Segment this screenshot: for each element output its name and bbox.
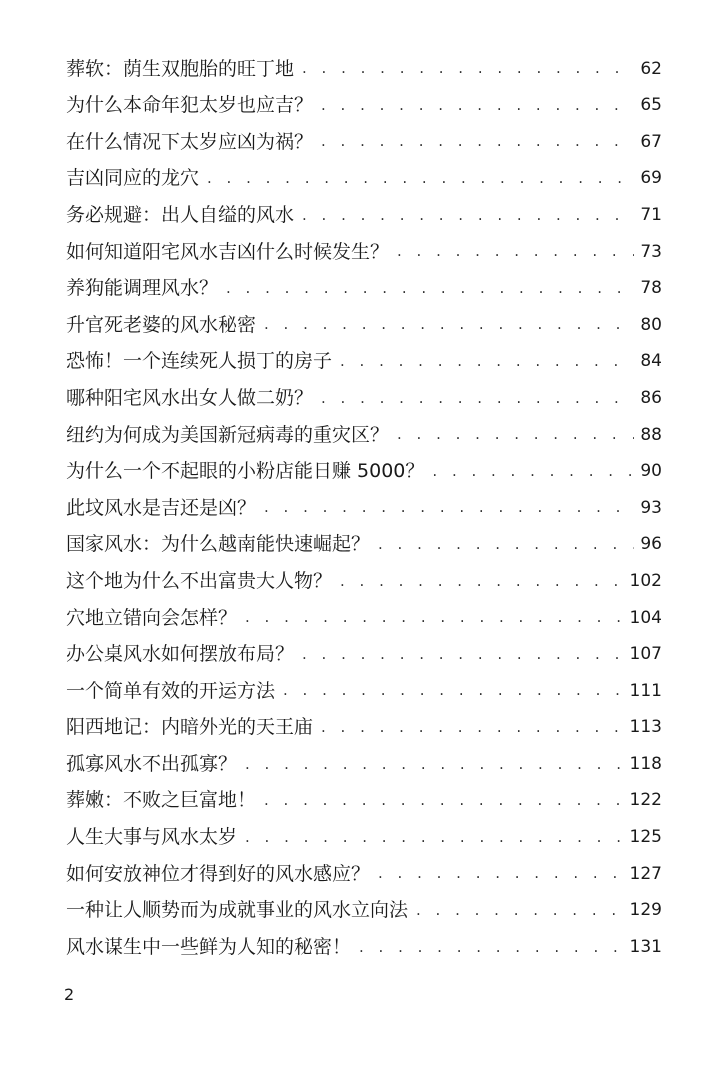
toc-entry-page: 111 [629, 680, 662, 701]
toc-entry-page: 96 [640, 534, 662, 555]
toc-entry-page: 107 [629, 644, 662, 665]
dot-leader [359, 932, 624, 962]
toc-entry[interactable] [66, 709, 662, 746]
toc-entry[interactable] [66, 599, 662, 636]
toc-entry-page: 71 [640, 204, 662, 225]
toc-entry-page: 62 [640, 58, 662, 79]
toc-entry[interactable] [66, 489, 662, 526]
toc-entry-title: 办公桌风水如何摆放布局？ [66, 643, 295, 666]
toc-entry-title: 一个简单有效的开运方法 [66, 679, 276, 702]
toc-entry-title: 孤寡风水不出孤寡？ [66, 752, 238, 775]
toc-entry-title: 葬软：荫生双胞胎的旺丁地 [66, 57, 295, 80]
toc-entry-title: 升官死老婆的风水秘密 [66, 313, 257, 336]
toc-entry-title: 务必规避：出人自缢的风水 [66, 203, 295, 226]
toc-entry-title: 如何知道阳宅风水吉凶什么时候发生？ [66, 240, 390, 263]
toc-entry[interactable] [66, 818, 662, 855]
dot-leader [378, 858, 624, 888]
toc-entry-page: 84 [640, 351, 662, 372]
toc-entry[interactable] [66, 562, 662, 599]
dot-leader [302, 200, 634, 230]
toc-entry-title: 如何安放神位才得到好的风水感应？ [66, 862, 371, 885]
toc-entry[interactable] [66, 636, 662, 673]
toc-entry[interactable] [66, 343, 662, 380]
toc-entry-page: 93 [640, 497, 662, 518]
dot-leader [207, 163, 634, 193]
toc-entry-title: 养狗能调理风水？ [66, 277, 219, 300]
toc-entry[interactable] [66, 745, 662, 782]
toc-entry-page: 102 [629, 570, 662, 591]
toc-entry[interactable] [66, 416, 662, 453]
toc-entry-page: 113 [629, 717, 662, 738]
toc-entry[interactable] [66, 892, 662, 929]
toc-entry-title: 纽约为何成为美国新冠病毒的重灾区？ [66, 423, 390, 446]
table-of-contents [66, 50, 662, 965]
dot-leader [302, 53, 634, 83]
toc-entry-page: 69 [640, 168, 662, 189]
toc-entry-title: 国家风水：为什么越南能快速崛起？ [66, 533, 371, 556]
dot-leader [321, 90, 634, 120]
toc-entry-page: 78 [640, 278, 662, 299]
toc-entry[interactable] [66, 453, 662, 490]
toc-entry-page: 122 [629, 790, 662, 811]
toc-entry-title: 在什么情况下太岁应凶为祸？ [66, 130, 314, 153]
toc-entry[interactable] [66, 306, 662, 343]
toc-entry-title: 为什么本命年犯太岁也应吉？ [66, 94, 314, 117]
page-number: 2 [64, 985, 75, 1004]
toc-entry-title: 葬嫩：不败之巨富地！ [66, 789, 257, 812]
dot-leader [432, 456, 634, 486]
dot-leader [321, 126, 634, 156]
toc-entry[interactable] [66, 526, 662, 563]
toc-entry[interactable] [66, 379, 662, 416]
toc-entry-page: 104 [629, 607, 662, 628]
toc-entry-title: 吉凶同应的龙穴 [66, 167, 200, 190]
toc-entry[interactable] [66, 928, 662, 965]
toc-entry-page: 127 [629, 863, 662, 884]
toc-entry[interactable] [66, 233, 662, 270]
toc-entry-title: 穴地立错向会怎样？ [66, 606, 238, 629]
dot-leader [302, 639, 624, 669]
toc-entry-page: 129 [629, 900, 662, 921]
toc-entry[interactable] [66, 123, 662, 160]
toc-entry-page: 73 [640, 241, 662, 262]
toc-entry-title: 哪种阳宅风水出女人做二奶？ [66, 386, 314, 409]
dot-leader [397, 419, 634, 449]
toc-entry-page: 131 [629, 936, 662, 957]
toc-entry-title: 一种让人顺势而为成就事业的风水立向法 [66, 899, 409, 922]
toc-entry-page: 80 [640, 314, 662, 335]
toc-entry-title: 风水谋生中一些鲜为人知的秘密！ [66, 935, 352, 958]
dot-leader [264, 309, 634, 339]
dot-leader [416, 895, 624, 925]
dot-leader [283, 675, 624, 705]
dot-leader [245, 602, 624, 632]
toc-entry-title: 这个地为什么不出富贵大人物？ [66, 569, 333, 592]
dot-leader [340, 346, 634, 376]
toc-entry[interactable] [66, 87, 662, 124]
toc-entry-page: 67 [640, 131, 662, 152]
dot-leader [340, 566, 624, 596]
toc-entry-page: 90 [640, 461, 662, 482]
dot-leader [397, 236, 634, 266]
toc-entry[interactable] [66, 855, 662, 892]
toc-entry[interactable] [66, 782, 662, 819]
toc-entry[interactable] [66, 270, 662, 307]
toc-entry[interactable] [66, 196, 662, 233]
dot-leader [321, 383, 634, 413]
toc-entry[interactable] [66, 50, 662, 87]
toc-entry-page: 86 [640, 387, 662, 408]
toc-entry[interactable] [66, 672, 662, 709]
dot-leader [264, 492, 634, 522]
toc-entry-page: 88 [640, 424, 662, 445]
toc-entry-page: 118 [629, 753, 662, 774]
toc-entry-title: 人生大事与风水太岁 [66, 826, 238, 849]
dot-leader [245, 822, 624, 852]
dot-leader [226, 273, 634, 303]
dot-leader [321, 712, 624, 742]
dot-leader [264, 785, 624, 815]
toc-entry[interactable] [66, 160, 662, 197]
dot-leader [378, 529, 634, 559]
toc-entry-title: 恐怖！一个连续死人损丁的房子 [66, 350, 333, 373]
toc-entry-page: 125 [629, 827, 662, 848]
toc-entry-title: 此坟风水是吉还是凶？ [66, 496, 257, 519]
toc-entry-title: 阳西地记：内暗外光的天王庙 [66, 716, 314, 739]
toc-entry-title: 为什么一个不起眼的小粉店能日赚 5000？ [66, 460, 425, 483]
toc-entry-page: 65 [640, 95, 662, 116]
dot-leader [245, 749, 624, 779]
